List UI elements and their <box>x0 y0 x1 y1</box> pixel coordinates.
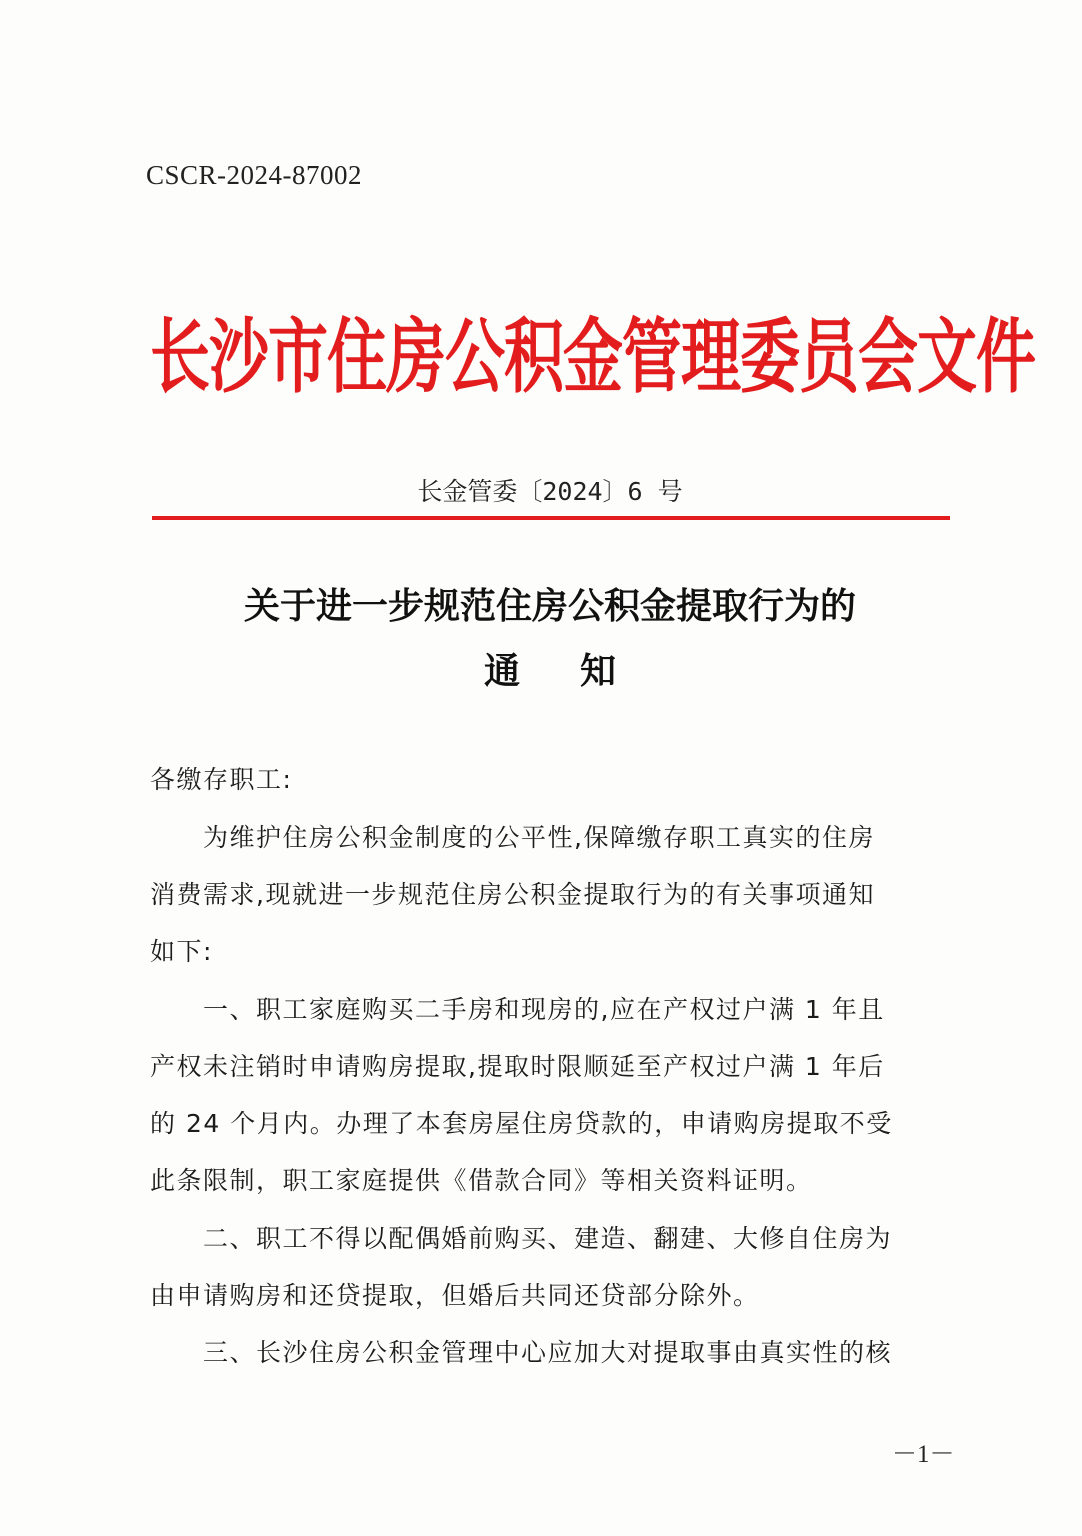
document-number: 长金管委〔2024〕6 号 <box>417 477 683 506</box>
body-line: 由申请购房和还贷提取，但婚后共同还贷部分除外。 <box>150 1281 760 1310</box>
body-line: 二、职工不得以配偶婚前购买、建造、翻建、大修自住房为 <box>150 1224 893 1253</box>
body-line: 三、长沙住房公积金管理中心应加大对提取事由真实性的核 <box>150 1338 893 1367</box>
body-line: 此条限制，职工家庭提供《借款合同》等相关资料证明。 <box>150 1166 813 1195</box>
notice-title-line-2: 通知 <box>483 650 676 692</box>
body-line: 如下: <box>150 937 213 966</box>
salutation: 各缴存职工: <box>150 765 293 794</box>
body-line: 一、职工家庭购买二手房和现房的,应在产权过户满 1 年且 <box>150 995 885 1024</box>
page-number: －1－ <box>892 1441 955 1468</box>
body-line: 为维护住房公积金制度的公平性,保障缴存职工真实的住房 <box>150 823 875 852</box>
red-divider-line <box>152 516 950 520</box>
body-line: 的 24 个月内。办理了本套房屋住房贷款的，申请购房提取不受 <box>150 1109 893 1138</box>
red-masthead: 长沙市住房公积金管理委员会文件 <box>150 310 1035 406</box>
body-line: 消费需求,现就进一步规范住房公积金提取行为的有关事项通知 <box>150 880 875 909</box>
document-code: CSCR-2024-87002 <box>146 160 363 190</box>
body-line: 产权未注销时申请购房提取,提取时限顺延至产权过户满 1 年后 <box>150 1052 885 1081</box>
notice-title-line-1: 关于进一步规范住房公积金提取行为的 <box>243 585 856 627</box>
